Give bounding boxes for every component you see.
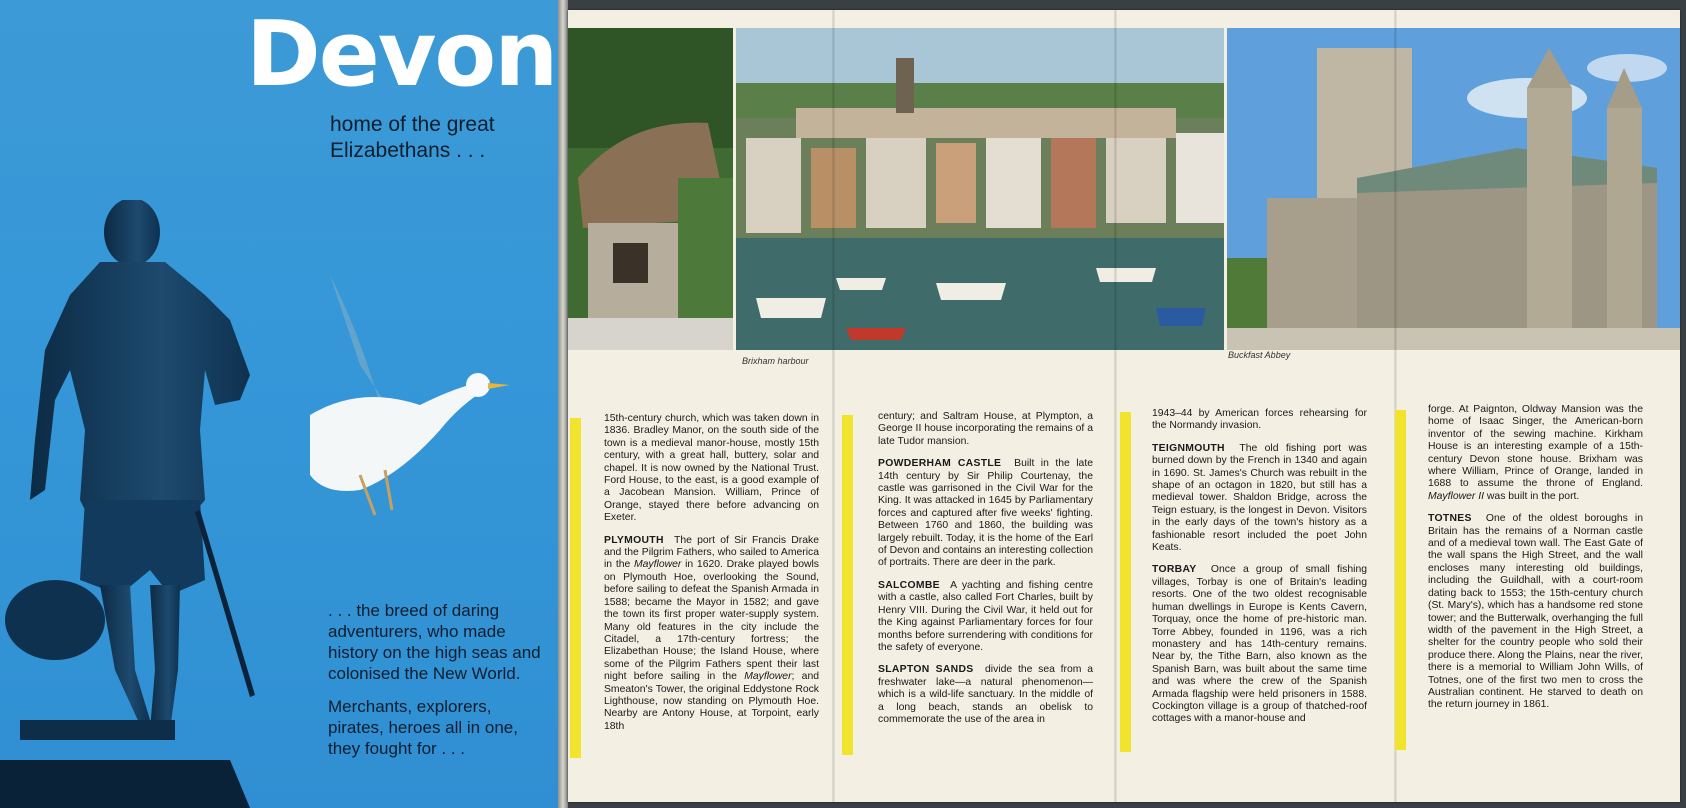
teignmouth-section [1152, 443, 1367, 555]
powderham-text: Built in the late 14th century by Sir Philip Courtenay, the castle was garrisoned in the Civil War for the King. It was attacked in 1645 by Parliamentary forces and captured after five weeks' fighting. Between 1760 and 1860, the building was largely rebuilt. Today, it is the home of the Earl of Devon and contains an interesting collection of portraits. There are deer in the park. [878, 458, 1093, 569]
cover-blurb-1: . . . the breed of daring adventurers, who made history on the high seas and colonised the New World. [328, 601, 541, 683]
salcombe-section [878, 580, 1093, 654]
powderham-section [878, 458, 1093, 570]
cottage-photo [568, 28, 733, 350]
accent-bar [842, 415, 853, 755]
column-4-intro-text: forge. At Paignton, Oldway Mansion was the home of Isaac Singer, the American-born inventor of the sewing machine. Kirkham House is an interesting example of a 15th-century Devon stone house. Brixham was where William, Prince of Orange, landed in 1688 to assume the throne of England. [1428, 404, 1643, 490]
teignmouth-text: The old fishing port was burned down by the French in 1340 and again in 1690. St. James's Church was rebuilt in the shape of an octagon in 1820, but still has a medieval tower. Shaldon Bridge, across the Teign estuary, is the longest in Devon. Visitors in the early days of the town's history as a fashionable resort included the poet John Keats. [1152, 442, 1367, 554]
salcombe-text: A yachting and fishing centre with a castle, also called Fort Charles, built by Henry VIII. During the Civil War, it held out for the King against Parliamentary forces for four months before surrendering with conditions for the safety of everyone. [878, 579, 1094, 653]
accent-bar [1395, 410, 1406, 750]
totnes-section [1428, 513, 1643, 712]
brixham-harbour-photo [736, 28, 1224, 350]
buckfast-abbey-photo [1227, 28, 1680, 350]
mayflower-ref: Mayflower [744, 671, 792, 683]
cover-blurb-2: Merchants, explorers, pirates, heroes all in one, they fought for . . . [328, 697, 518, 758]
mayflower-ii-ref: Mayflower II [1428, 490, 1485, 502]
inside-spread [568, 10, 1680, 802]
torbay-heading: TORBAY [1152, 564, 1197, 576]
seagull-photo [300, 255, 530, 555]
cover-fold [558, 0, 568, 808]
fold-crease [1114, 10, 1117, 802]
column-1-intro: 15th-century church, which was taken down in 1836. Bradley Manor, on the south side of the town is a medieval manor-house, mostly 15th century, with a great hall, buttery, solar and chapel. It is now owned by the National Trust. Ford House, to the east, is a good example of a Jacobean Mansion. William, Prince of Orange, stayed there before advancing on Exeter. [604, 413, 819, 524]
teignmouth-heading: TEIGNMOUTH [1152, 442, 1225, 454]
cover-blurb [328, 600, 546, 771]
salcombe-heading: SALCOMBE [878, 579, 940, 591]
slapton-section [878, 664, 1093, 726]
plymouth-text: The port of Sir Francis Drake and the Pilgrim Fathers, who sailed to America in the [604, 534, 819, 571]
column-2-intro: century; and Saltram House, at Plympton, a George II house incorporating the remains of a late Tudor mansion. [878, 411, 1093, 447]
totnes-heading: TOTNES [1428, 513, 1472, 525]
accent-bar [1120, 412, 1131, 752]
brochure-cover [0, 0, 558, 808]
slapton-text: divide the sea from a freshwater lake—a natural phenomenon—which is a wild-life sanctuary. In the middle of a long beach, stands an obelisk to commemorate the use of the area in [878, 664, 1093, 725]
text-column-3 [1152, 408, 1367, 736]
plymouth-text: in 1620. Drake played bowls on Plymouth Hoe, overlooking the Sound, before sailing to defeat the Spanish Armada in 1588; became the Mayor in 1582; and gave the town its first proper water-supply system. Many old features in the city include the Citadel, a 17th-century fortress; the Elizabethan House; the Island House, where some of the Pilgrim Fathers spent their last night before sailing in the [604, 559, 819, 683]
plymouth-text: ; and Smeaton's Tower, the original Eddystone Rock Lighthouse, now standing on Plymouth Hoe. Nearby are Antony House, at Torpoint, early 18th [604, 671, 820, 732]
cover-subtitle: home of the great Elizabethans . . . [330, 113, 495, 162]
slapton-heading: SLAPTON SANDS [878, 664, 974, 676]
cover-title: Devon [246, 2, 557, 107]
torbay-text: Once a group of small fishing villages, Torbay is one of Britain's leading resorts. One of the two oldest recognisable human dwellings in Europe is Kents Cavern, Torquay, once the home of pre-historic man. Torre Abbey, founded in 1196, was a rich monastery and has 14th-century remains. Near by, the Tithe Barn, also known as the Spanish Barn, was built about the same time and was where the crew of the Spanish Armada flagship were held prisoners in 1588. Cockington village is a group of thatched-roof cottages with a manor-house and [1152, 564, 1367, 725]
column-3-intro: 1943–44 by American forces rehearsing for the Normandy invasion. [1152, 408, 1367, 432]
plymouth-heading: PLYMOUTH [604, 534, 664, 546]
fold-crease [832, 10, 835, 802]
text-column-1 [604, 413, 819, 743]
text-column-2 [878, 411, 1093, 736]
torbay-section [1152, 564, 1367, 725]
text-column-4 [1428, 404, 1643, 722]
plymouth-section [604, 535, 819, 734]
accent-bar [570, 418, 581, 758]
powderham-heading: POWDERHAM CASTLE [878, 458, 1002, 470]
caption-brixham: Brixham harbour [742, 356, 809, 366]
column-4-intro [1428, 404, 1643, 503]
mayflower-ref: Mayflower [634, 559, 682, 571]
statue-photo [0, 200, 300, 808]
totnes-text: One of the oldest boroughs in Britain has the remains of a Norman castle and of a medieval town wall. The East Gate of the wall spans the High Street, and the wall encloses many interesting old buildings, including the Guildhall, with a court-room dating back to 1553; the 15th-century church (St. Mary's), which has a handsome red stone tower; and the Butterwalk, overhanging the full width of the pavement in the High Street, a shelter for the country people who sold their produce there. Along the Plains, near the river, there is a memorial to William John Wills, of Totnes, one of the first two men to cross the Australian continent. He starved to death on the return journey in 1861. [1428, 513, 1644, 711]
caption-buckfast: Buckfast Abbey [1228, 350, 1291, 360]
column-4-intro-text: was built in the port. [1486, 490, 1580, 502]
